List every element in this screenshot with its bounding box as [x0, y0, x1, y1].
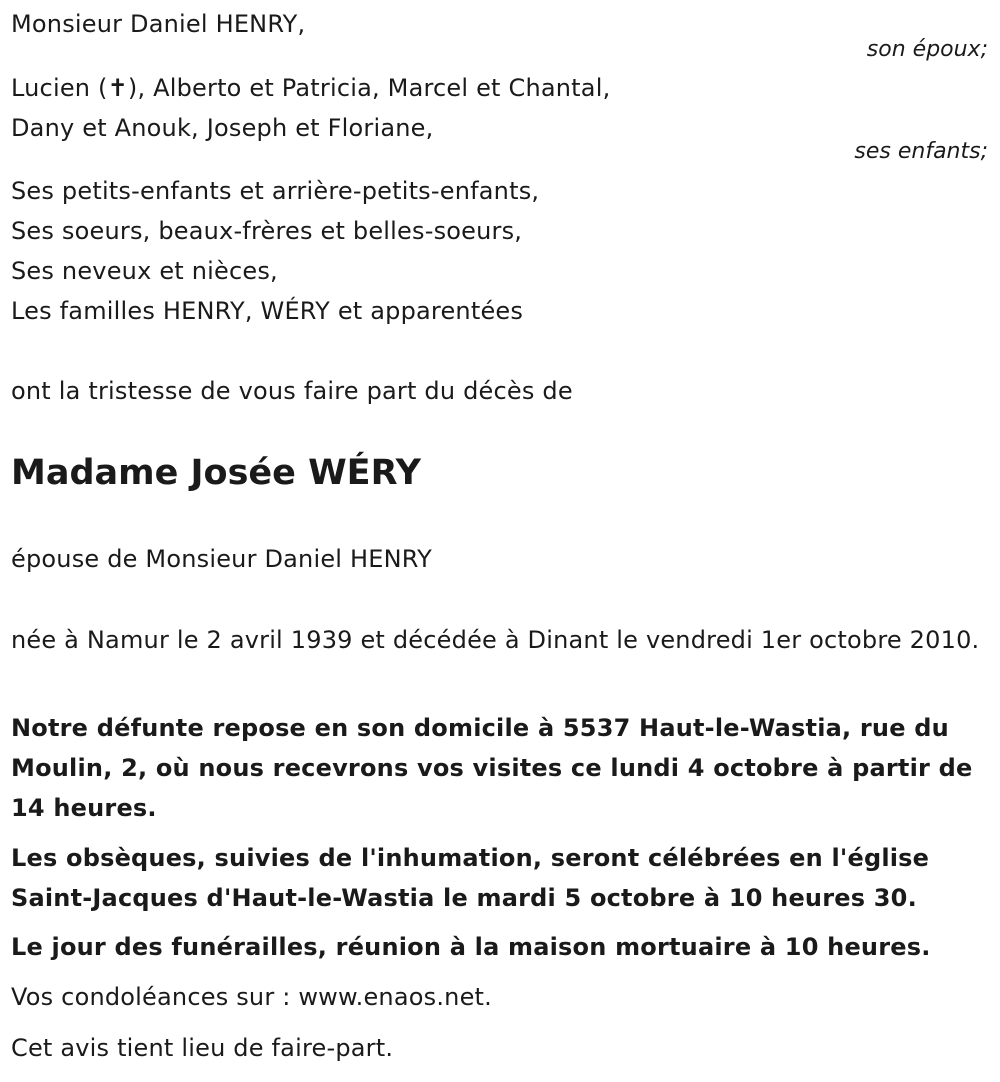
repose-text: Notre défunte repose en son domicile à 5537 Haut-le-Wastia, rue du Moulin, 2, où nous recevrons vos visites ce lundi 4 octobre à partir de 14 heures. — [11, 714, 973, 822]
family-line-grandchildren: Ses petits-enfants et arrière-petits-enfants, — [11, 177, 540, 205]
spouse-of-text: épouse de Monsieur Daniel HENRY — [11, 545, 432, 573]
notice-text: Cet avis tient lieu de faire-part. — [11, 1034, 394, 1062]
family-line-siblings: Ses soeurs, beaux-frères et belles-soeurs, — [11, 217, 523, 245]
family-line-nephews: Ses neveux et nièces, — [11, 257, 278, 285]
birth-death-text: née à Namur le 2 avril 1939 et décédée à Dinant le vendredi 1er octobre 2010. — [11, 626, 980, 654]
reunion-text: Le jour des funérailles, réunion à la maison mortuaire à 10 heures. — [11, 933, 931, 961]
family-line-families: Les familles HENRY, WÉRY et apparentées — [11, 297, 524, 325]
children-line-2: Dany et Anouk, Joseph et Floriane, — [11, 114, 434, 142]
deceased-name: Madame Josée WÉRY — [11, 453, 421, 493]
spouse-name: Monsieur Daniel HENRY, — [11, 10, 306, 38]
announcement-text: ont la tristesse de vous faire part du décès de — [11, 377, 573, 405]
children-role: ses enfants; — [854, 139, 988, 164]
spouse-role: son époux; — [866, 37, 988, 62]
condolences-text: Vos condoléances sur : www.enaos.net. — [11, 983, 492, 1011]
children-line-1: Lucien (✝), Alberto et Patricia, Marcel et Chantal, — [11, 74, 611, 102]
funeral-text: Les obsèques, suivies de l'inhumation, seront célébrées en l'église Saint-Jacques d'Haut-le-Wastia le mardi 5 octobre à 10 heures 30. — [11, 844, 930, 912]
